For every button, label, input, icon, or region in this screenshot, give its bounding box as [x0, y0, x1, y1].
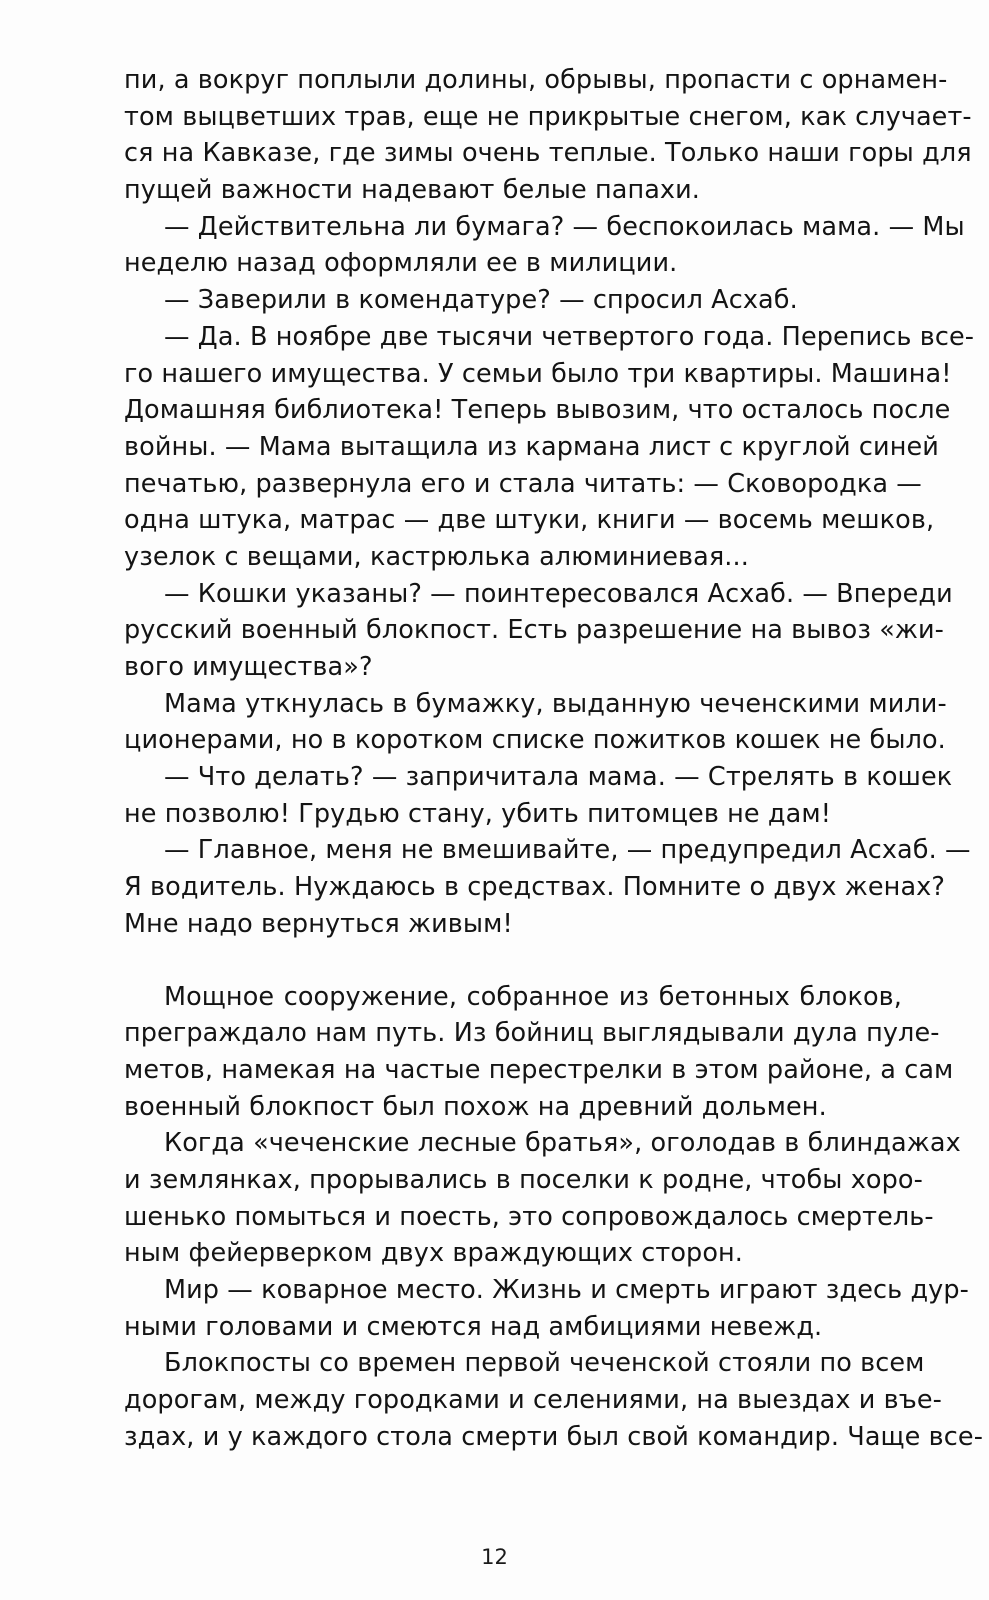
text-line: Я водитель. Нуждаюсь в средствах. Помните о двух женах?: [124, 872, 945, 903]
text-block: [124, 62, 983, 1455]
page-number: 12: [481, 1545, 508, 1569]
text-line: — Заверили в комендатуре? — спросил Асхаб.: [164, 285, 798, 316]
text-line: пущей важности надевают белые папахи.: [124, 175, 701, 206]
text-line: печатью, развернула его и стала читать: — Сковородка —: [124, 468, 922, 499]
text-line: Мама уткнулась в бумажку, выданную чеченскими мили-: [164, 688, 947, 719]
text-line: том выцветших трав, еще не прикрытые снегом, как случает-: [124, 101, 972, 132]
text-line: — Главное, меня не вмешивайте, — предупредил Асхаб. —: [164, 835, 971, 866]
text-line: вого имущества»?: [124, 652, 373, 682]
text-line: — Что делать? — запричитала мама. — Стрелять в кошек: [164, 762, 953, 793]
text-line: Когда «чеченские лесные братья», оголодав в блиндажах: [164, 1128, 961, 1159]
text-line: преграждало нам путь. Из бойниц выглядывали дула пуле-: [124, 1018, 940, 1049]
text-line: и землянках, прорывались в поселки к родне, чтобы хоро-: [124, 1164, 923, 1195]
text-line: русский военный блокпост. Есть разрешение на вывоз «жи-: [124, 615, 944, 646]
section-break: [124, 943, 902, 979]
text-line: — Действительна ли бумага? — беспокоилась мама. — Мы: [164, 211, 965, 242]
text-line: Мир — коварное место. Жизнь и смерть играют здесь дур-: [164, 1275, 969, 1305]
text-line: Мощное сооружение, собранное из бетонных блоков,: [164, 981, 902, 1012]
text-line: одна штука, матрас — две штуки, книги — восемь мешков,: [124, 505, 935, 536]
text-line: шенько помыться и поесть, это сопровождалось смертель-: [124, 1201, 934, 1232]
text-line: — Да. В ноябре две тысячи четвертого года. Перепись все-: [164, 321, 975, 352]
text-line: ционерами, но в коротком списке пожитков кошек не было.: [124, 725, 946, 756]
text-line: здах, и у каждого стола смерти был свой командир. Чаще все-: [124, 1421, 983, 1452]
text-line: ным фейерверком двух враждующих сторон.: [124, 1238, 744, 1269]
text-line: военный блокпост был похож на древний дольмен.: [124, 1091, 827, 1122]
text-line: Блокпосты со времен первой чеченской стояли по всем: [164, 1348, 925, 1379]
text-line: Домашняя библиотека! Теперь вывозим, что осталось после: [124, 395, 951, 426]
text-line: ся на Кавказе, где зимы очень теплые. Только наши горы для: [124, 138, 972, 169]
text-line: неделю назад оформляли ее в милиции.: [124, 248, 678, 279]
text-line: метов, намекая на частые перестрелки в этом районе, а сам: [124, 1054, 954, 1085]
text-line: узелок с вещами, кастрюлька алюминиевая...: [124, 541, 749, 572]
text-line: ными головами и смеются над амбициями невежд.: [124, 1311, 823, 1342]
text-line: войны. — Мама вытащила из кармана лист с круглой синей: [124, 431, 939, 462]
text-line: не позволю! Грудью стану, убить питомцев не дам!: [124, 798, 832, 829]
text-line: — Кошки указаны? — поинтересовался Асхаб. — Впереди: [164, 578, 953, 609]
text-line: Мне надо вернуться живым!: [124, 908, 513, 939]
text-line: пи, а вокруг поплыли долины, обрывы, пропасти с орнамен-: [124, 65, 948, 95]
text-line: го нашего имущества. У семьи было три квартиры. Машина!: [124, 358, 952, 389]
text-line: дорогам, между городками и селениями, на выездах и въе-: [124, 1385, 942, 1416]
